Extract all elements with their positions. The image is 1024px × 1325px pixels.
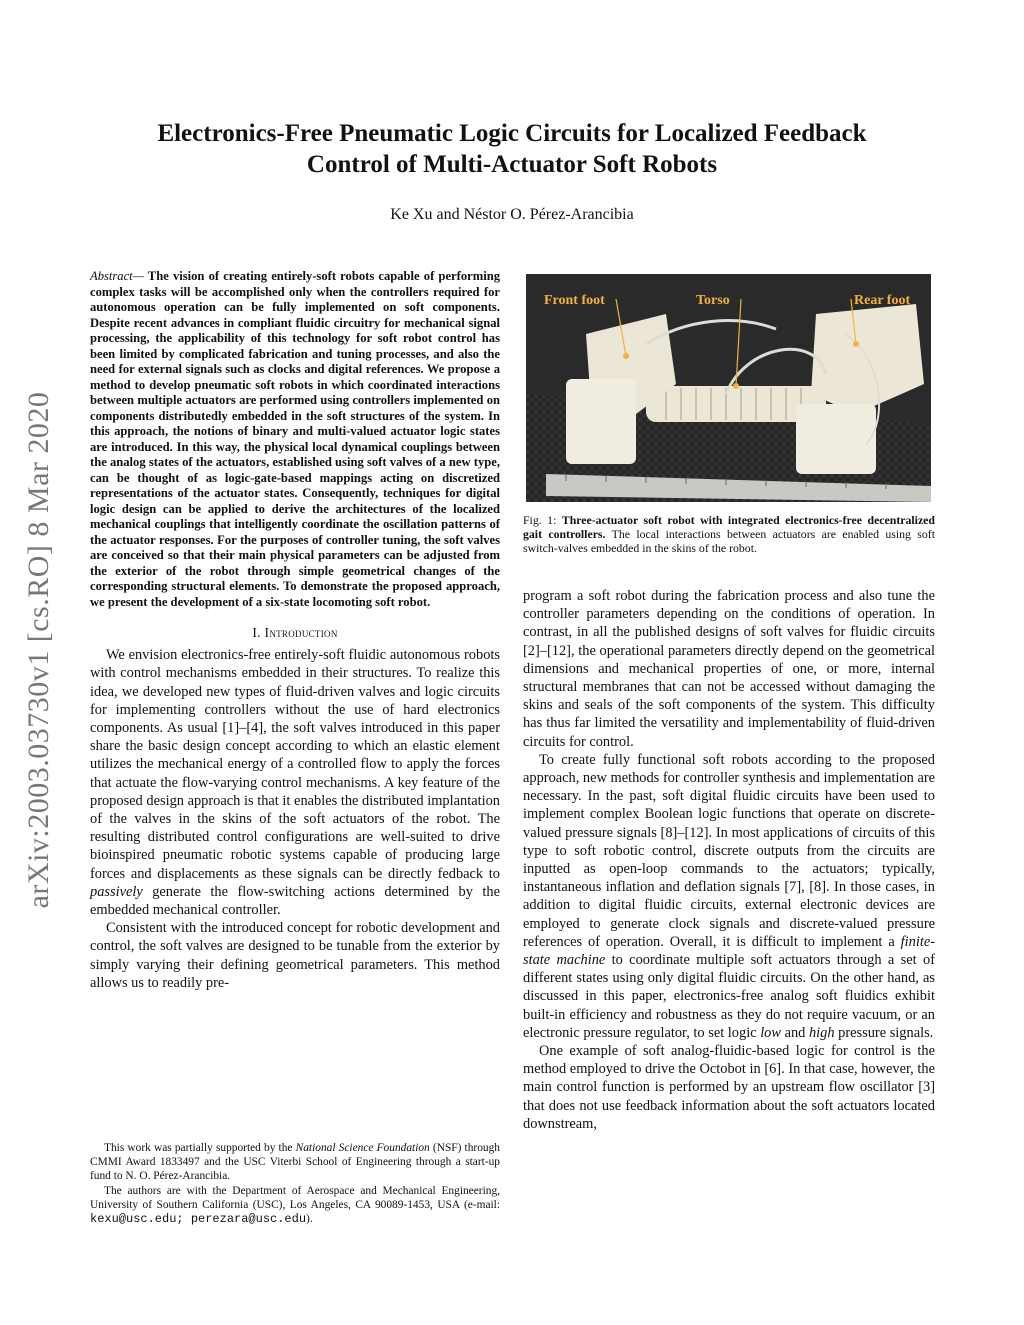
title-line-1: Electronics-Free Pneumatic Logic Circuits for Localized Feedback <box>157 120 867 147</box>
section-number: I. <box>252 625 265 640</box>
right-p2-b: to coordinate multiple soft actuators through a set of different states using only digital fluidic circuits. On the other hand, as discussed in this paper, electronics-free analog soft fluidics exhibit built-in efficiency and robustness as they do not require vacuum, or an electronic pressure regulator, to set logic <box>523 952 935 1041</box>
footnote <box>90 1142 500 1229</box>
funding-agency: National Science Foundation <box>295 1142 430 1154</box>
affiliation-note <box>90 1185 500 1226</box>
paper-title <box>90 118 934 180</box>
arxiv-identifier: arXiv:2003.03730v1 [cs.RO] 8 Mar 2020 <box>22 391 55 909</box>
front-foot-pad <box>566 379 636 464</box>
right-p2-emphasis: finite-state machine <box>523 933 935 969</box>
label-torso: Torso <box>696 293 730 308</box>
right-p2-d: pressure signals. <box>834 1024 934 1041</box>
rear-foot-pad <box>796 404 876 474</box>
caption-bold: Three-actuator soft robot with integrated electronics-free decentralized gait controllers. <box>523 513 935 541</box>
intro-p1-end: generate the flow-switching actions determined by the embedded mechanical controller. <box>90 883 500 919</box>
right-p2-a: To create fully functional soft robots according to the proposed approach, new methods for controller synthesis and implementation are necessary. In the past, soft digital fluidic circuits have been used to implement complex Boolean logic functions that operate on discrete-valued pressure signals [8]–[12]. In most applications of circuits of this type to soft robotic control, discrete outputs from the circuits are inputted as open-loop commands to the actuators; typically, instantaneous inflation and deflation signals [7], [8]. In those cases, in addition to digital fluidic circuits, external electronic devices are employed to generate clock signals and discrete-valued pressure references of operation. Overall, it is difficult to implement a <box>523 751 936 950</box>
right-p2-low: low <box>760 1024 781 1041</box>
affiliation-end: ). <box>306 1212 313 1225</box>
affiliation-text: The authors are with the Department of Aerospace and Mechanical Engineering, University of Southern California (USC), Los Angeles, CA 90089-1453, USA (e-mail: <box>90 1185 500 1212</box>
figure-1-caption <box>523 514 935 555</box>
section-title: Introduction <box>264 625 338 640</box>
right-column <box>523 587 935 1133</box>
funding-text-b: (NSF) through CMMI Award 1833497 and the USC Viterbi School of Engineering through a start-up fund to N. O. Pérez-Arancibia. <box>90 1142 500 1182</box>
abstract-text: The vision of creating entirely-soft robots capable of performing complex tasks will be accomplished only when the controllers required for autonomous operation can be fully implemented on soft components. Despite recent advances in compliant fluidic circuitry for mechanical signal processing, the applicability of this technology for soft robot control has been limited by complicated fabrication and tuning processes, and also the need for external signals such as clocks and digital references. We propose a method to develop pneumatic soft robots in which coordinated interactions between multiple actuators are performed using controllers implemented on components distributedly embedded in the soft structures of the system. In this approach, the notions of binary and multi-valued actuator logic states are introduced. In this way, the physical local dynamical couplings between the analog states of the actuators, established using soft valves of a new type, can be thought of as logic-gate-based mappings acting on discretized representations of the actuator states. Consequently, techniques for digital logic design can be applied to derive the architectures of the localized mechanical couplings that intelligently coordinate the oscillation patterns of the actuator responses. For the purposes of controller tuning, the soft valves are conceived so that their main physical parameters can be adjusted from the exterior of the robot through simple geometrical changes of the corresponding structural elements. To demonstrate the proposed approach, we present the development of a six-state locomoting soft robot. <box>90 269 500 609</box>
left-column <box>90 269 500 992</box>
right-p2-high: high <box>808 1024 835 1041</box>
abstract-lead: Abstract— <box>90 269 144 283</box>
soft-robot-illustration <box>526 274 931 502</box>
intro-paragraph-1 <box>90 646 500 919</box>
right-paragraph-1: program a soft robot during the fabrication process and also tune the controller parameters depending on the conditions of operation. In contrast, in all the published designs of soft valves for fluidic circuits [2]–[12], the operational parameters directly depend on the geometrical dimensions and mechanical properties of one, or more, internal structural membranes that can not be accessed without damaging the skins and seals of the soft components of the system. This difficulty has thus far limited the versatility and implementability of fluid-driven circuits for control. <box>523 588 935 750</box>
figure-1-photo <box>526 274 931 502</box>
label-front-foot: Front foot <box>544 293 605 308</box>
caption-rest: The local interactions between actuators are enabled using soft switch-valves embedded in the skins of the robot. <box>523 526 935 555</box>
right-p2-c: and <box>780 1024 809 1041</box>
right-paragraph-2 <box>523 751 935 1042</box>
intro-p1-text: We envision electronics-free entirely-soft fluidic autonomous robots with control mechanisms embedded in their structures. To realize this idea, we developed new types of fluid-driven valves and logic circuits for implementing controllers without the use of hard electronics components. As usual [1]–[4], the soft valves introduced in this paper share the basic design concept according to which an elastic element utilizes the mechanical energy of a controlled flow to apply the forces that actuate the flow-varying control mechanisms. A key feature of the proposed design approach is that it enables the distributed implantation of the valves in the skins of the soft actuators of the robot. The resulting distributed control configurations are well-suited to drive bioinspired pneumatic robotic systems capable of producing large forces and displacements as these signals can be directly fedback to <box>90 647 500 882</box>
right-paragraph-3: One example of soft analog-fluidic-based logic for control is the method employed to drive the Octobot in [6]. In that case, however, the main control function is performed by an upstream flow oscillator [3] that does not use feedback information about the soft actuators located downstream, <box>523 1043 935 1132</box>
funding-text-a: This work was partially supported by the <box>104 1142 296 1154</box>
intro-paragraph-2: Consistent with the introduced concept for robotic development and control, the soft valves are designed to be tunable from the exterior by simply varying their defining geometrical parameters. This method allows us to readily pre- <box>90 920 500 991</box>
funding-note <box>90 1142 500 1183</box>
arxiv-sidebar <box>14 340 64 960</box>
author-list: Ke Xu and Néstor O. Pérez-Arancibia <box>390 206 634 223</box>
section-heading-introduction <box>90 624 500 642</box>
label-rear-foot: Rear foot <box>854 293 911 308</box>
author-emails[interactable]: kexu@usc.edu; perezara@usc.edu <box>90 1211 307 1226</box>
caption-number: Fig. 1: <box>523 513 562 527</box>
intro-p1-emphasis: passively <box>90 883 143 900</box>
abstract <box>90 269 500 610</box>
title-line-2: Control of Multi-Actuator Soft Robots <box>306 151 718 178</box>
